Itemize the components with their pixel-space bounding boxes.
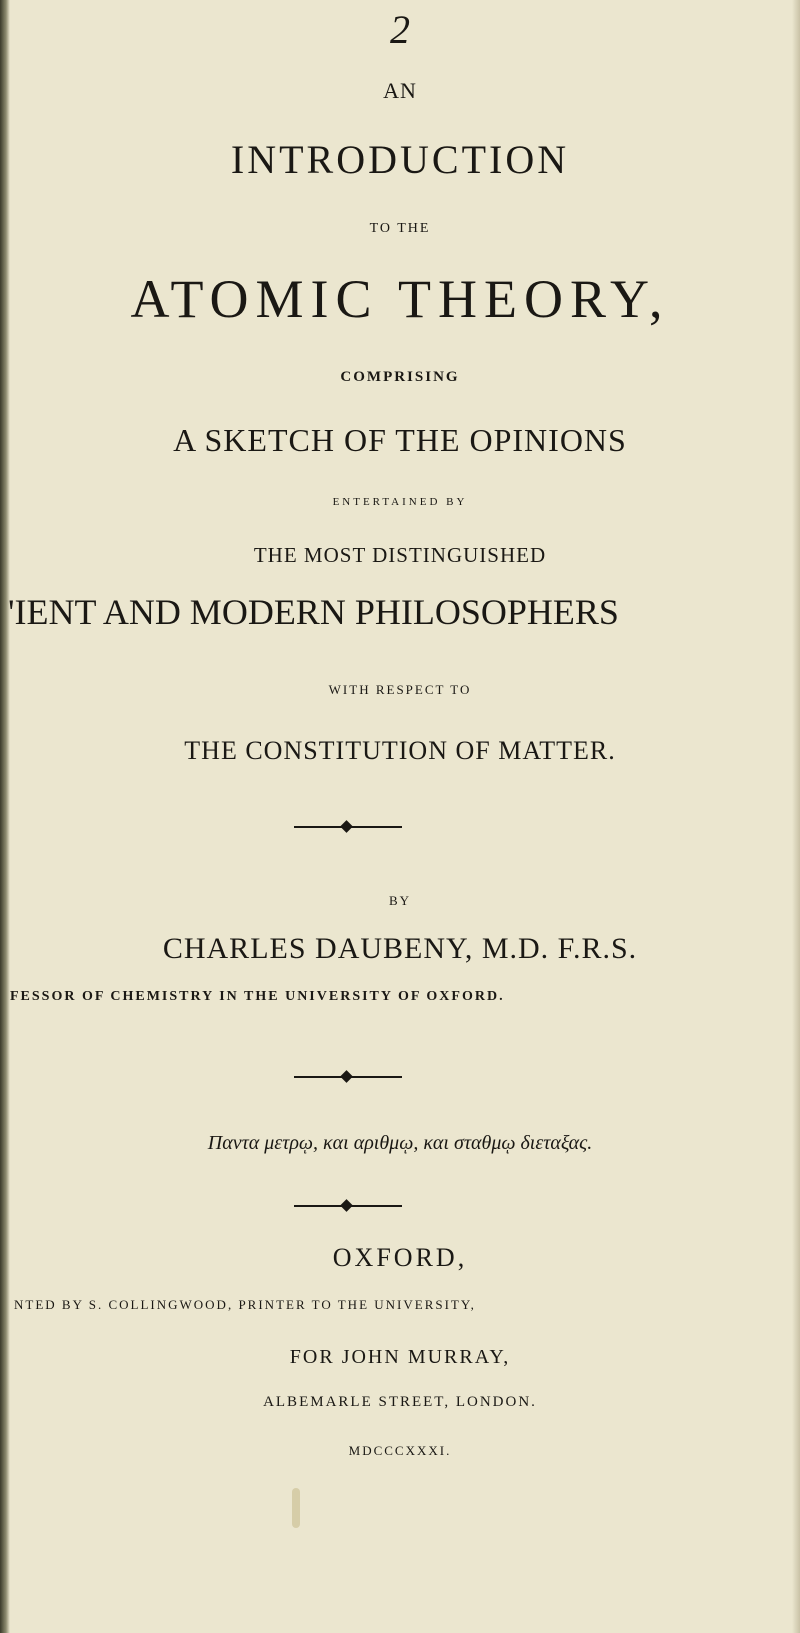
greek-motto: Παντα μετρῳ, και αριθμῳ, και σταθμῳ διεταξας.: [207, 1132, 593, 1154]
imprint-printer: NTED BY S. COLLINGWOOD, PRINTER TO THE UNIVERSITY,: [14, 1297, 476, 1312]
comprising-line: COMPRISING: [340, 369, 460, 385]
title-article: AN: [383, 78, 417, 103]
philosophers-line: 'IENT AND MODERN PHILOSOPHERS: [8, 592, 619, 632]
paper-stain: [292, 1488, 300, 1528]
page-edge: [792, 0, 800, 1633]
title-connector: TO THE: [369, 221, 431, 236]
imprint-place: OXFORD,: [332, 1243, 468, 1272]
title-subject: ATOMIC THEORY,: [130, 269, 670, 329]
ornamental-rule: [294, 1200, 402, 1212]
by-line: BY: [388, 893, 412, 908]
ornamental-rule: [294, 1071, 402, 1083]
title-main: INTRODUCTION: [230, 137, 570, 182]
author-position: FESSOR OF CHEMISTRY IN THE UNIVERSITY OF OXFORD.: [10, 989, 505, 1004]
constitution-line: THE CONSTITUTION OF MATTER.: [184, 736, 616, 765]
entertained-line: ENTERTAINED BY: [332, 496, 468, 508]
ornamental-rule: [294, 821, 402, 833]
with-respect-line: WITH RESPECT TO: [328, 682, 472, 697]
imprint-date: MDCCCXXXI.: [348, 1443, 452, 1458]
binding-edge: [0, 0, 10, 1633]
imprint-address: ALBEMARLE STREET, LONDON.: [263, 1394, 537, 1410]
imprint-publisher: FOR JOHN MURRAY,: [289, 1346, 511, 1368]
author-name: CHARLES DAUBENY, M.D. F.R.S.: [162, 932, 638, 965]
signature-mark: 2: [390, 7, 410, 52]
distinguished-line: THE MOST DISTINGUISHED: [253, 543, 547, 567]
sketch-line: A SKETCH OF THE OPINIONS: [173, 422, 627, 458]
